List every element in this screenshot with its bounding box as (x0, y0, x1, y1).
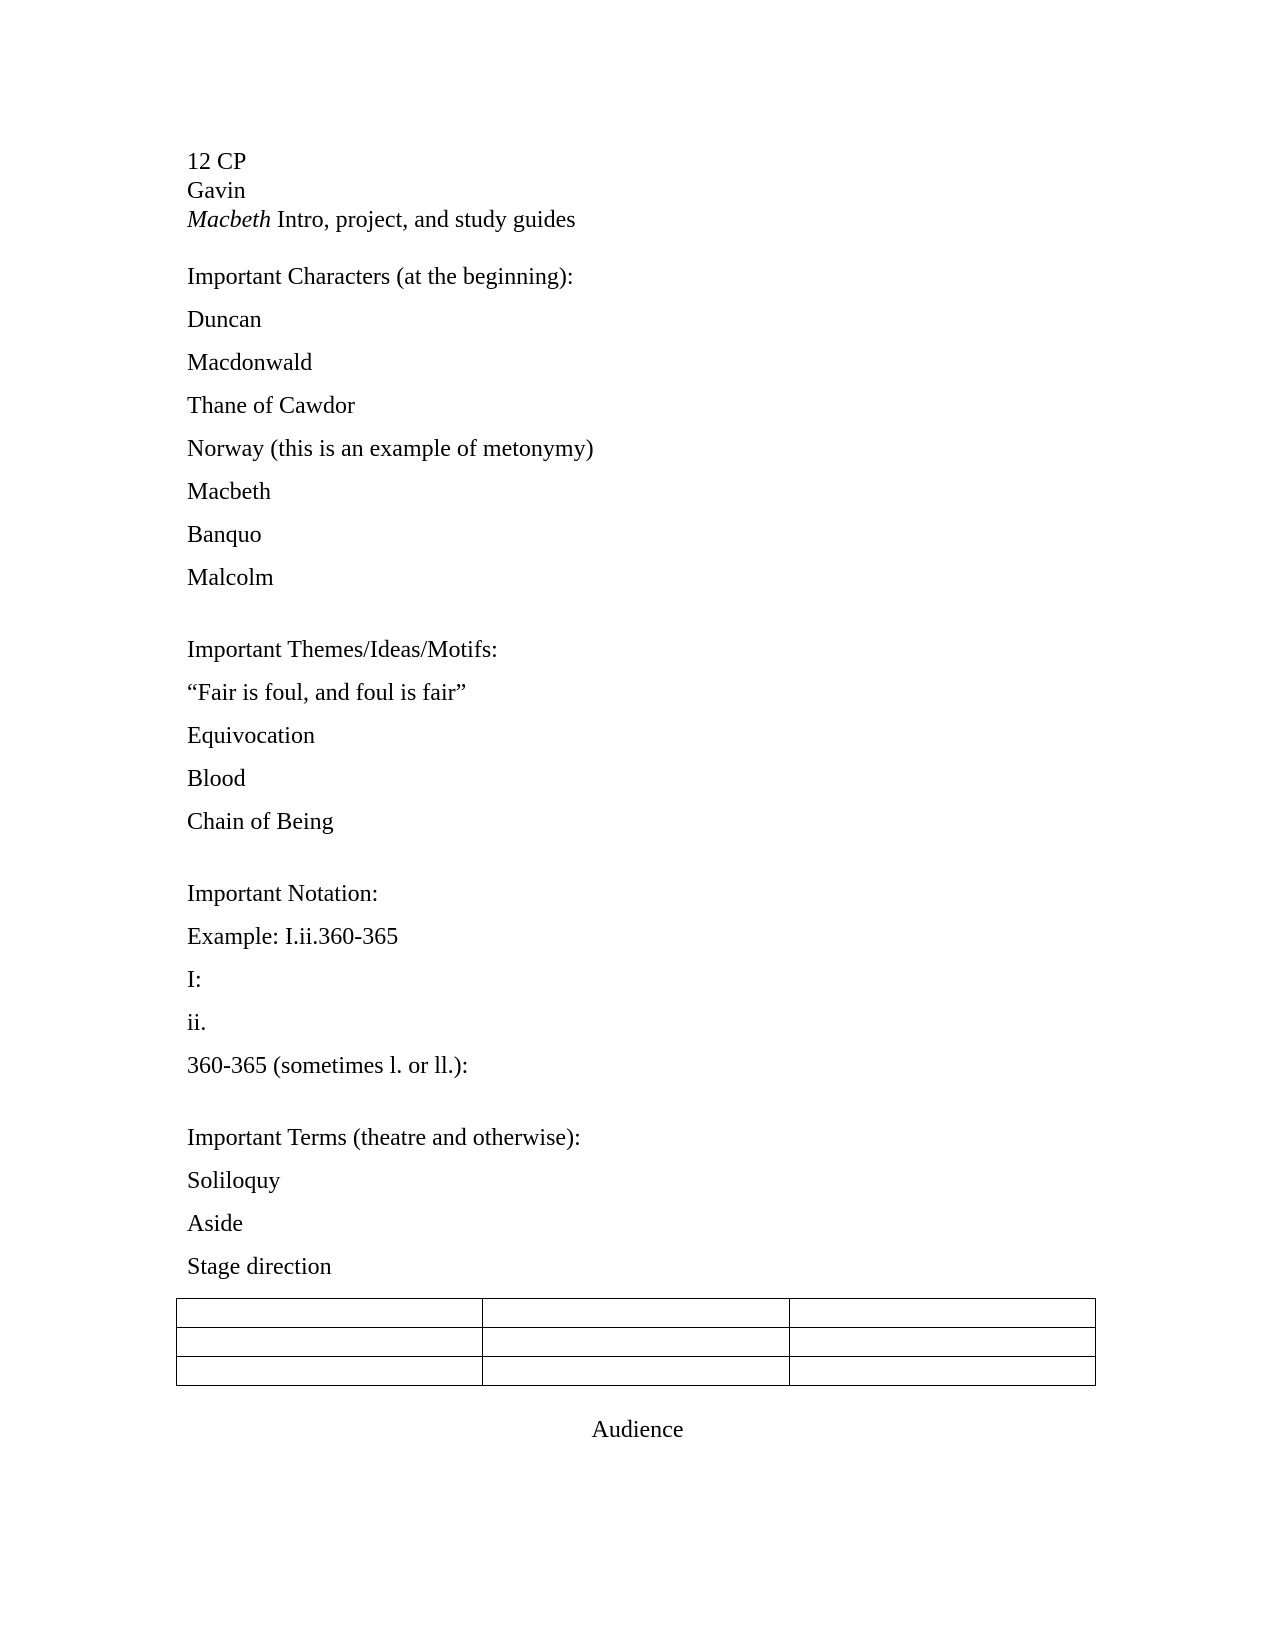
table-cell (177, 1299, 483, 1328)
terms-heading: Important Terms (theatre and otherwise): (187, 1125, 581, 1151)
course-label: 12 CP (187, 149, 247, 175)
character-item: Macdonwald (187, 350, 313, 376)
notation-item: I: (187, 967, 202, 993)
document-title-rest: Intro, project, and study guides (270, 207, 576, 233)
theme-item: Blood (187, 766, 246, 792)
characters-heading: Important Characters (at the beginning): (187, 264, 574, 290)
term-item: Soliloquy (187, 1168, 281, 1194)
character-item: Banquo (187, 522, 262, 548)
table-cell (789, 1357, 1095, 1386)
table-cell (483, 1328, 789, 1357)
theme-item: “Fair is foul, and foul is fair” (187, 680, 467, 706)
table-cell (483, 1357, 789, 1386)
notation-item: Example: I.ii.360-365 (187, 924, 399, 950)
teacher-name: Gavin (187, 178, 246, 204)
term-item: Stage direction (187, 1254, 332, 1280)
character-item: Malcolm (187, 565, 274, 591)
table-cell (177, 1357, 483, 1386)
table-row (177, 1299, 1096, 1328)
table-cell (789, 1328, 1095, 1357)
notation-item: ii. (187, 1010, 207, 1036)
notation-item: 360-365 (sometimes l. or ll.): (187, 1053, 469, 1079)
notation-heading: Important Notation: (187, 881, 379, 907)
table-row (177, 1328, 1096, 1357)
theme-item: Equivocation (187, 723, 315, 749)
table-cell (177, 1328, 483, 1357)
themes-heading: Important Themes/Ideas/Motifs: (187, 637, 498, 663)
character-item: Norway (this is an example of metonymy) (187, 436, 594, 462)
theme-item: Chain of Being (187, 809, 334, 835)
audience-label: Audience (591, 1417, 684, 1443)
stage-grid-table (176, 1298, 1096, 1386)
table-cell (483, 1299, 789, 1328)
character-item: Duncan (187, 307, 262, 333)
character-item: Macbeth (187, 479, 271, 505)
table-row (177, 1357, 1096, 1386)
term-item: Aside (187, 1211, 243, 1237)
document-title (187, 206, 576, 234)
document-title-italic: Macbeth (187, 207, 271, 233)
character-item: Thane of Cawdor (187, 393, 355, 419)
table-cell (789, 1299, 1095, 1328)
